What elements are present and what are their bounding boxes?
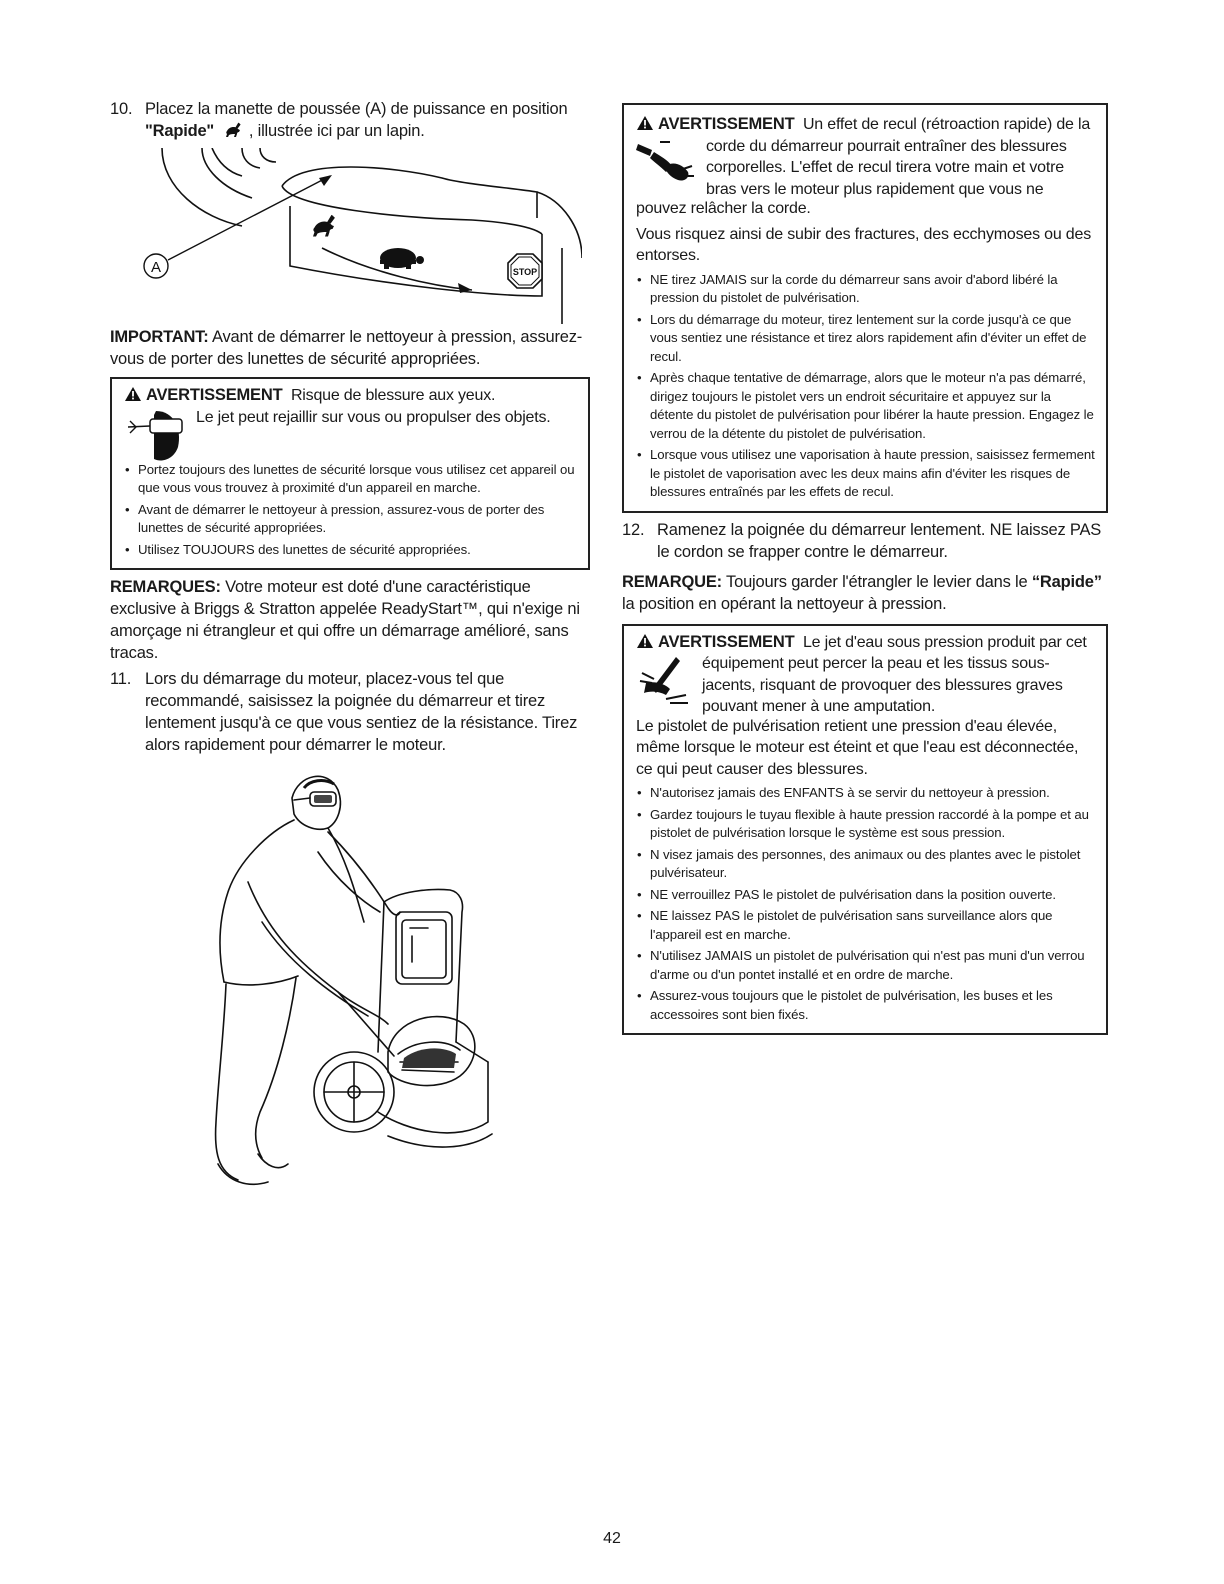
- warning-line: corporelles. L'effet de recul tirera votre main et votre: [706, 159, 1064, 176]
- important-note: [110, 326, 590, 370]
- safety-goggles-icon: [124, 407, 184, 463]
- warning-lead: Le jet d'eau sous pression produit par cet: [802, 633, 1087, 651]
- stop-text: STOP: [512, 267, 538, 277]
- rapide-label: "Rapide": [145, 122, 215, 140]
- warning-line2: Le jet peut rejaillir sur vous ou propulser des objets.: [196, 408, 551, 426]
- warning-line: jacents, risquant de provoquer des blessures graves: [702, 676, 1063, 694]
- turtle-icon: [380, 248, 424, 269]
- spray-injection-icon: [636, 653, 692, 709]
- remarque-note: [622, 571, 1108, 615]
- remarques-text: Votre moteur est doté d'une caractéristique exclusive à Briggs & Stratton appelée ReadyStart™, qui n'exige ni amorçage ni étrangleur et qui offre un démarrage amélioré, sans tracas.: [110, 578, 580, 662]
- warning-title: AVERTISSEMENT: [146, 386, 283, 404]
- bullet-item: • Utilisez TOUJOURS des lunettes de sécurité appropriées.: [124, 541, 578, 560]
- warning-line: bras vers le moteur plus rapidement que vous ne: [706, 180, 1044, 198]
- rapide-label: “Rapide”: [1031, 572, 1102, 591]
- bullet-item: • Portez toujours des lunettes de sécurité lorsque vous utilisez cet appareil ou que vous vous trouvez à proximité d'un appareil en marche.: [124, 461, 578, 498]
- step-11-text: Lors du démarrage du moteur, placez-vous tel que recommandé, saisissez la poignée du démarreur et tirez lentement jusqu'à ce que vous sentiez de la résistance. Tirez alors rapidement pour démarrer le moteur.: [145, 670, 578, 754]
- operator-pulling-starter-illustration: [188, 762, 528, 1192]
- bullet-item: • Après chaque tentative de démarrage, alors que le moteur n'a pas démarré, dirigez toujours le pistolet vers un endroit sécuritaire et appuyez sur la détente du pistolet de pulvérisation pour libérer la haute pression. Engagez le verrou de la détente du pistolet de pulvérisation.: [636, 369, 1096, 443]
- warning-triangle-icon: [124, 386, 142, 402]
- step-11: [110, 668, 590, 756]
- bullet-item: • N visez jamais des personnes, des animaux ou des plantes avec le pistolet pulvérisateur.: [636, 846, 1096, 883]
- step-10-line1: Placez la manette de poussée (A) de puissance en position: [145, 100, 568, 118]
- bullet-item: • NE verrouillez PAS le pistolet de pulvérisation dans la position ouverte.: [636, 886, 1096, 905]
- step-number: 11.: [110, 670, 132, 688]
- warning-line: corde du démarreur pourrait entraîner des blessures: [706, 137, 1067, 155]
- warning-title: AVERTISSEMENT: [658, 115, 795, 133]
- warning-eye-injury: [110, 377, 590, 570]
- step-10-line2: , illustrée ici par un lapin.: [248, 122, 425, 140]
- step-number: 12.: [622, 520, 645, 539]
- important-label: IMPORTANT:: [110, 328, 209, 346]
- starting-engine-figure: [188, 762, 528, 1192]
- callout-a: A: [150, 259, 162, 276]
- kickback-hand-icon: [636, 136, 696, 192]
- bullet-item: • Gardez toujours le tuyau flexible à haute pression raccordé à la pompe et au pistolet de pulvérisation lorsque le système est sous pression.: [636, 806, 1096, 843]
- remarque-text-before: Toujours garder l'étrangler le levier dans le: [726, 572, 1028, 591]
- warning-bullets: [636, 271, 1096, 502]
- step-12-text: Ramenez la poignée du démarreur lentement. NE laissez PAS le cordon se frapper contre le démarreur.: [657, 520, 1102, 561]
- warning-title: AVERTISSEMENT: [658, 632, 795, 651]
- stop-sign-icon: [508, 254, 542, 288]
- step-number: 10.: [110, 100, 133, 118]
- warning-line-full: pouvez relâcher la corde.: [636, 200, 811, 217]
- rabbit-icon: [224, 122, 242, 138]
- warning-line: pouvant mener à une amputation.: [702, 698, 936, 715]
- important-text: Avant de démarrer le nettoyeur à pression, assurez-vous de porter des lunettes de sécurité appropriées.: [110, 328, 583, 368]
- warning-para2: Le pistolet de pulvérisation retient une pression d'eau élevée, même lorsque le moteur est éteint et que l'eau est déconnectée, ce qui peut causer des blessures.: [636, 717, 1079, 778]
- warning-lead: Un effet de recul (rétroaction rapide) de la: [802, 116, 1091, 133]
- bullet-item: • Assurez-vous toujours que le pistolet de pulvérisation, les buses et les accessoires sont bien fixés.: [636, 987, 1096, 1024]
- throttle-figure: [142, 148, 582, 324]
- warning-triangle-icon: [636, 633, 654, 649]
- bullet-item: • NE tirez JAMAIS sur la corde du démarreur sans avoir d'abord libéré la pression du pistolet de pulvérisation.: [636, 271, 1096, 308]
- remarque-text-after: la position en opérant la nettoyeur à pression.: [622, 594, 947, 613]
- warning-lead: Risque de blessure aux yeux.: [290, 387, 496, 404]
- warning-triangle-icon: [636, 115, 654, 131]
- remarque-label: REMARQUE:: [622, 572, 722, 591]
- bullet-item: • NE laissez PAS le pistolet de pulvérisation sans surveillance alors que l'appareil est en marche.: [636, 907, 1096, 944]
- step-10: [110, 98, 590, 142]
- left-column: [110, 98, 590, 1192]
- rabbit-icon: [313, 216, 334, 237]
- warning-line: équipement peut percer la peau et les tissus sous-: [702, 655, 1050, 672]
- throttle-illustration: [142, 148, 582, 324]
- bullet-item: • Lorsque vous utilisez une vaporisation à haute pression, saisissez fermement le pistolet de vaporisation avec les deux mains afin d'éviter les risques de blessures entraînés par les effets de recul.: [636, 446, 1096, 502]
- warning-bullets: [124, 461, 578, 560]
- right-column: [622, 103, 1108, 1035]
- bullet-item: • Lors du démarrage du moteur, tirez lentement sur la corde jusqu'à ce que vous sentiez une résistance et tirez alors rapidement afin d'éviter un effet de recul.: [636, 311, 1096, 367]
- warning-para2: Vous risquez ainsi de subir des fractures, des ecchymoses ou des entorses.: [636, 225, 1091, 264]
- warning-bullets: [636, 784, 1096, 1024]
- remarques-note: [110, 576, 590, 664]
- warning-kickback: [622, 103, 1108, 513]
- bullet-item: • Avant de démarrer le nettoyeur à pression, assurez-vous de porter des lunettes de sécurité appropriées.: [124, 501, 578, 538]
- bullet-item: • N'autorisez jamais des ENFANTS à se servir du nettoyeur à pression.: [636, 784, 1096, 803]
- page-number: 42: [603, 1530, 621, 1547]
- warning-high-pressure: [622, 624, 1108, 1036]
- remarques-label: REMARQUES:: [110, 578, 221, 596]
- bullet-item: • N'utilisez JAMAIS un pistolet de pulvérisation qui n'est pas muni d'un verrou d'arme ou d'un pontet installé et en ordre de marche.: [636, 947, 1096, 984]
- step-12: [622, 519, 1108, 563]
